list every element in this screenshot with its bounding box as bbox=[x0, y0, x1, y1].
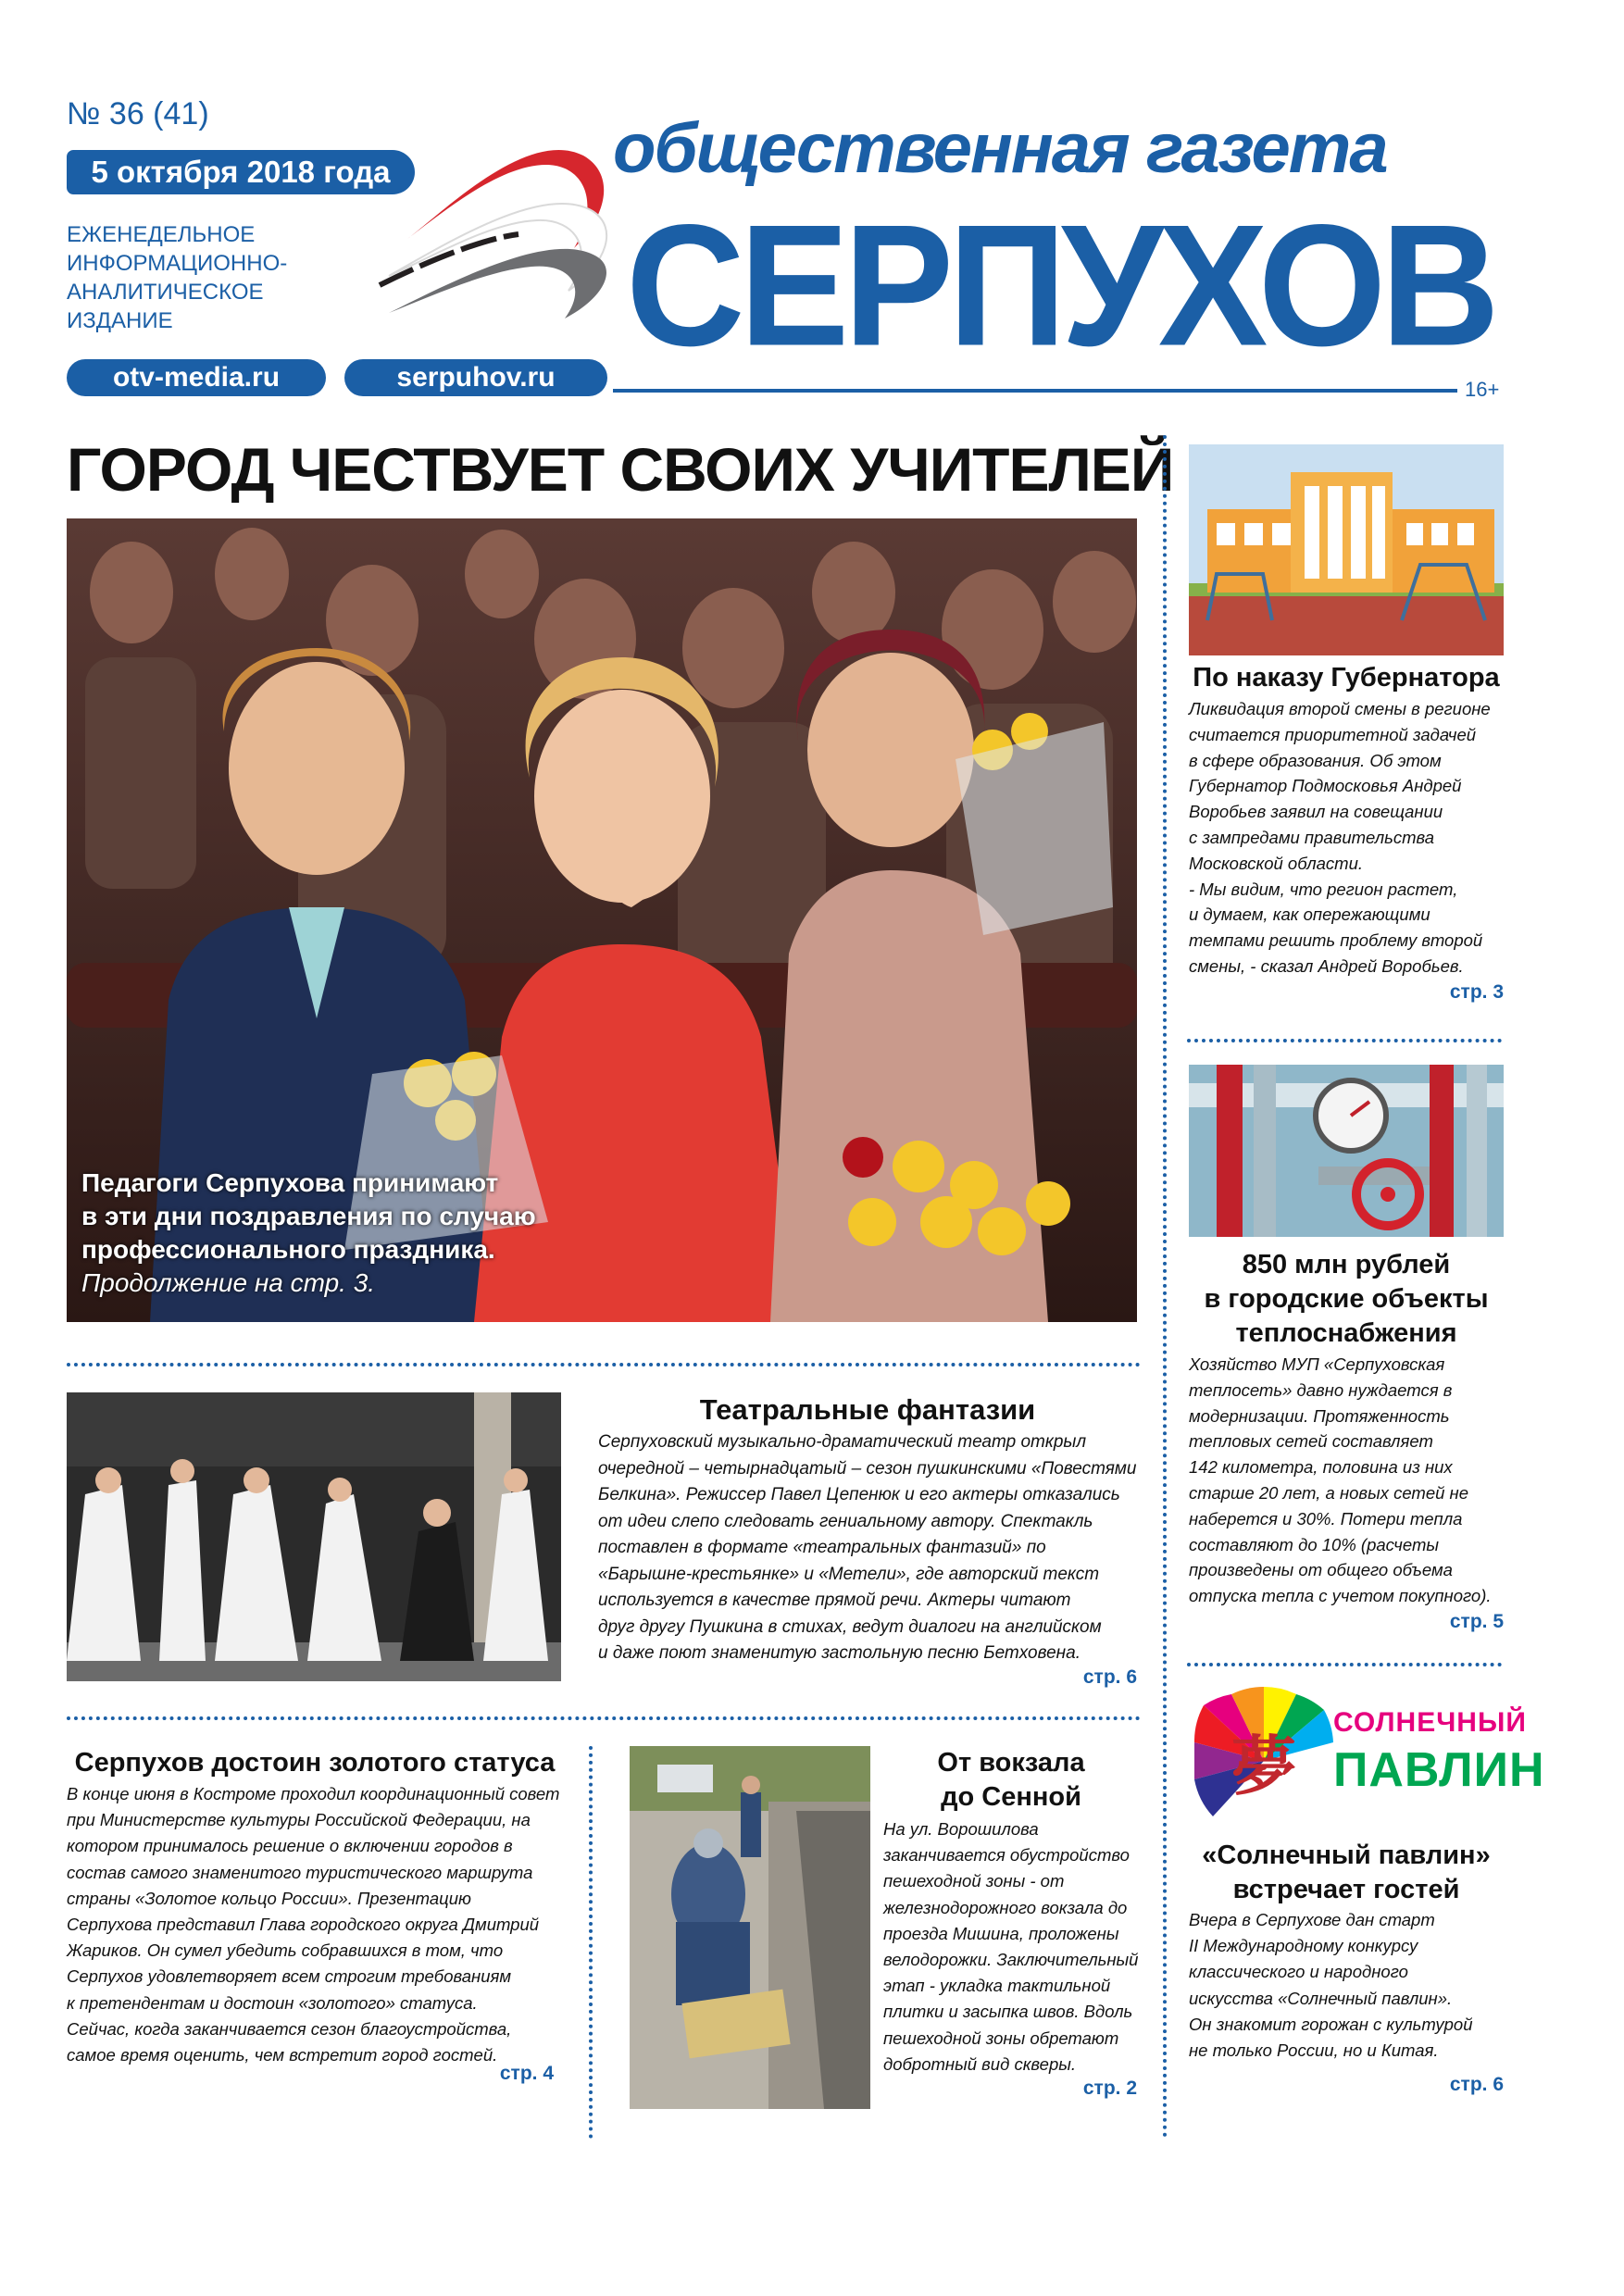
masthead-rule bbox=[613, 389, 1457, 393]
heating-pipes-photo bbox=[1189, 1065, 1504, 1237]
theatre-photo bbox=[67, 1392, 561, 1681]
gold-page-link[interactable]: стр. 4 bbox=[499, 2063, 554, 2084]
svg-text:夢: 夢 bbox=[1231, 1728, 1296, 1804]
main-photo-caption: Педагоги Серпухова принимают в эти дни поздравления по случаю профессионального праздника. Продолжение на стр. 3. bbox=[81, 1167, 536, 1300]
sidebar2-page-link[interactable]: стр. 5 bbox=[1449, 1611, 1504, 1632]
divider-sidebar-2 bbox=[1187, 1663, 1502, 1666]
sidebar2-text: Хозяйство МУП «Серпуховская теплосеть» давно нуждается в модернизации. Протяженность тепловых сетей составляет 142 километра, половина из них старше 20 лет, а новых сетей не наберется и 30%. Потери тепла составляют до 10% (расчеты произведены от общего объема отпуска тепла с учетом покупного). bbox=[1189, 1354, 1492, 1606]
peacock-text: Вчера в Серпухове дан старт II Международному конкурсу классического и народного искусства «Солнечный павлин». Он знакомит горожан с культурой не только России, но и Китая. bbox=[1189, 1910, 1473, 2061]
heating-photo-illustration bbox=[1189, 1065, 1504, 1237]
gold-text: В конце июня в Костроме проходил координационный совет при Министерстве культуры Российской Федерации, на котором принималось решение о включении городов в состав самого знаменитого туристического маршрута страны «Золотое кольцо России». Презентацию Серпухова представил Глава городского округа Дмитрий Жариков. Он сумел убедить собравшихся в том, что Серпухов удовлетворяет всем строгим требованиям к претендентам и достоин «золотого» статуса. Сейчас, когда заканчивается сезон благоустройства, самое время оценить, чем встретит город гостей. bbox=[67, 1784, 560, 2065]
theatre-title: Театральные фантазии bbox=[699, 1393, 1036, 1426]
sidebar1-page-link[interactable]: стр. 3 bbox=[1449, 981, 1504, 1003]
school-photo bbox=[1189, 444, 1504, 655]
peacock-logo-line2: ПАВЛИН bbox=[1333, 1743, 1545, 1797]
peacock-logo-line1: СОЛНЕЧНЫЙ bbox=[1333, 1707, 1527, 1738]
sidebar2-title: 850 млн рублей в городские объекты теплоснабжения bbox=[1204, 1250, 1489, 1348]
date-badge: 5 октября 2018 года bbox=[67, 150, 415, 194]
divider-below-main bbox=[67, 1363, 1141, 1366]
divider-below-theatre bbox=[67, 1716, 1141, 1720]
station-page-link[interactable]: стр. 2 bbox=[1082, 2078, 1137, 2099]
newspaper-logo-swoosh bbox=[370, 100, 630, 331]
gold-title: Серпухов достоин золотого статуса bbox=[74, 1748, 556, 1778]
sidebar1-title: По наказу Губернатора bbox=[1193, 663, 1500, 693]
newspaper-title-big: СЕРПУХОВ bbox=[626, 188, 1494, 382]
theatre-photo-illustration bbox=[67, 1392, 561, 1681]
column-divider-middle bbox=[589, 1746, 593, 2139]
sidewalk-photo bbox=[630, 1746, 870, 2109]
site-link-otv-media[interactable]: otv-media.ru bbox=[67, 359, 326, 396]
peacock-logo bbox=[1194, 1687, 1545, 1826]
main-continue-link[interactable]: Продолжение на стр. 3. bbox=[81, 1268, 376, 1297]
sidebar1-text: Ликвидация второй смены в регионе считается приоритетной задачей в сфере образования. Об этом Губернатор Подмосковья Андрей Воробьев заявил на совещании с зампредами правительства Московской области. - Мы видим, что регион растет, и думаем, как опережающими темпами решить проблему второй смены, - сказал Андрей Воробьев. bbox=[1189, 699, 1491, 976]
station-title: От вокзала до Сенной bbox=[937, 1748, 1085, 1812]
main-headline: ГОРОД ЧЕСТВУЕТ СВОИХ УЧИТЕЛЕЙ bbox=[67, 435, 1174, 504]
peacock-fan-icon bbox=[1194, 1687, 1333, 1826]
site-link-serpuhov[interactable]: serpuhov.ru bbox=[344, 359, 607, 396]
divider-sidebar-1 bbox=[1187, 1039, 1502, 1042]
main-photo-teachers bbox=[67, 518, 1137, 1322]
issue-number: № 36 (41) bbox=[67, 96, 209, 131]
theatre-text: Серпуховский музыкально-драматический театр открыл очередной – четырнадцатый – сезон пушкинскими «Повестями Белкина». Режиссер Павел Цепенюк и его актеры отказались от идеи слепо следовать гениальному автору. Спектакль поставлен в формате «театральных фантазий» по «Барышне-крестьянке» и «Метели», где авторский текст используется в качестве прямой речи. Актеры читают друг другу Пушкина в стихах, ведут диалоги на английском и даже поют знаменитую застольную песню Бетховена. bbox=[598, 1432, 1137, 1663]
column-divider-right bbox=[1163, 435, 1167, 2139]
sidewalk-photo-illustration bbox=[630, 1746, 870, 2109]
peacock-title: «Солнечный павлин» встречает гостей bbox=[1202, 1841, 1491, 1904]
newspaper-title-small: общественная газета bbox=[613, 109, 1387, 188]
theatre-page-link[interactable]: стр. 6 bbox=[1082, 1666, 1137, 1688]
age-rating: 16+ bbox=[1465, 378, 1500, 401]
station-text: На ул. Ворошилова заканчивается обустройство пешеходной зоны - от железнодорожного вокзала до проезда Мишина, проложены велодорожки. Заключительный этап - укладка тактильной плитки и засыпка швов. Вдоль пешеходной зоны обретают добротный вид скверы. bbox=[883, 1819, 1139, 2074]
peacock-page-link[interactable]: стр. 6 bbox=[1449, 2074, 1504, 2095]
edition-subtitle: ЕЖЕНЕДЕЛЬНОЕ ИНФОРМАЦИОННО- АНАЛИТИЧЕСКОЕ ИЗДАНИЕ bbox=[67, 222, 288, 333]
school-photo-illustration bbox=[1189, 444, 1504, 655]
